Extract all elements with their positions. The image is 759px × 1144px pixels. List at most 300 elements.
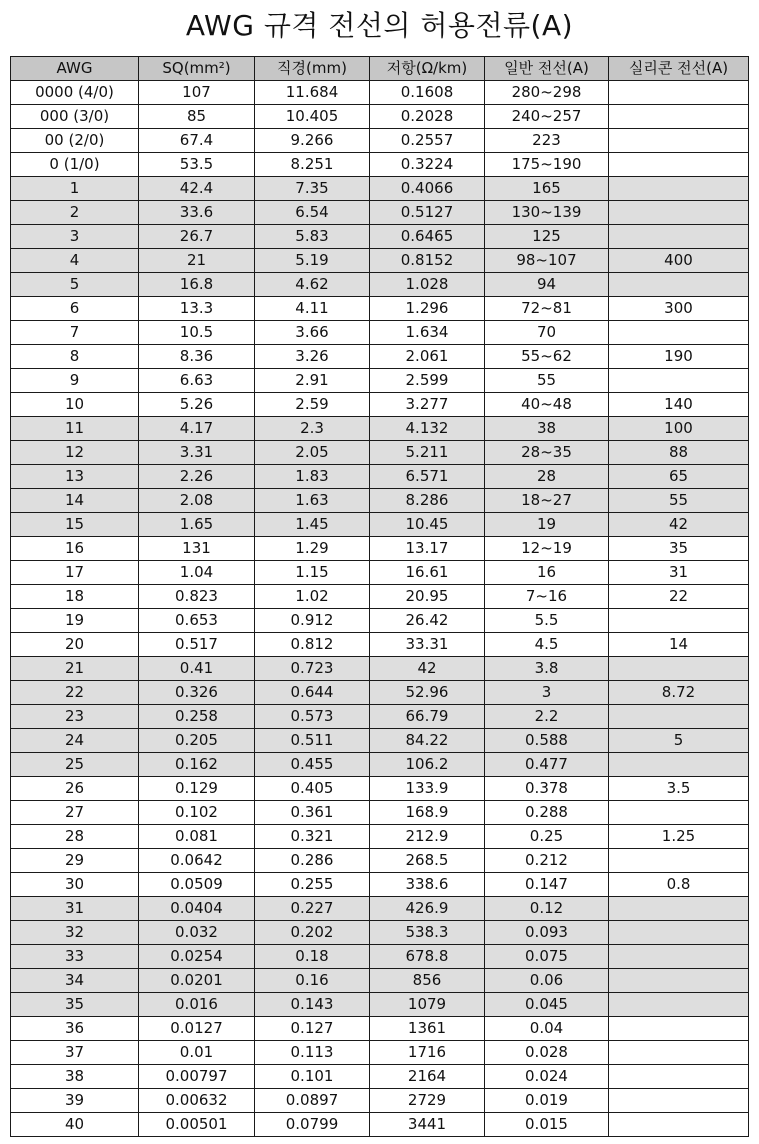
cell-sq: 0.258 [139,705,255,729]
cell-sq: 6.63 [139,369,255,393]
cell-silicone-current [609,897,749,921]
cell-sq: 2.26 [139,465,255,489]
table-row [11,177,749,201]
table-row [11,321,749,345]
cell-sq: 0.326 [139,681,255,705]
table-row [11,657,749,681]
cell-silicone-current: 5 [609,729,749,753]
cell-general-current: 5.5 [485,609,609,633]
cell-resistance: 1.028 [370,273,485,297]
cell-general-current: 38 [485,417,609,441]
cell-diameter: 0.723 [255,657,370,681]
table-row [11,273,749,297]
cell-resistance: 52.96 [370,681,485,705]
cell-sq: 0.823 [139,585,255,609]
table-row [11,441,749,465]
cell-silicone-current [609,105,749,129]
cell-awg: 18 [11,585,139,609]
cell-awg: 0 (1/0) [11,153,139,177]
cell-silicone-current: 31 [609,561,749,585]
cell-resistance: 0.4066 [370,177,485,201]
header-general-current: 일반 전선(A) [485,57,609,81]
cell-sq: 0.102 [139,801,255,825]
cell-silicone-current [609,753,749,777]
cell-silicone-current [609,1065,749,1089]
cell-general-current: 7~16 [485,585,609,609]
cell-silicone-current: 8.72 [609,681,749,705]
cell-general-current: 98~107 [485,249,609,273]
cell-sq: 2.08 [139,489,255,513]
cell-resistance: 538.3 [370,921,485,945]
cell-resistance: 33.31 [370,633,485,657]
cell-resistance: 168.9 [370,801,485,825]
header-silicone-current: 실리콘 전선(A) [609,57,749,81]
cell-sq: 0.00501 [139,1113,255,1137]
cell-resistance: 0.3224 [370,153,485,177]
cell-general-current: 40~48 [485,393,609,417]
cell-resistance: 2.061 [370,345,485,369]
cell-silicone-current: 300 [609,297,749,321]
cell-sq: 8.36 [139,345,255,369]
cell-silicone-current: 35 [609,537,749,561]
cell-general-current: 0.288 [485,801,609,825]
table-row [11,801,749,825]
table-row [11,201,749,225]
cell-diameter: 0.227 [255,897,370,921]
cell-silicone-current [609,609,749,633]
cell-silicone-current: 14 [609,633,749,657]
cell-awg: 20 [11,633,139,657]
cell-silicone-current [609,969,749,993]
cell-sq: 0.41 [139,657,255,681]
cell-resistance: 2.599 [370,369,485,393]
cell-silicone-current [609,321,749,345]
cell-resistance: 1079 [370,993,485,1017]
table-row [11,945,749,969]
table-row [11,729,749,753]
cell-awg: 17 [11,561,139,585]
table-row [11,1065,749,1089]
cell-silicone-current [609,225,749,249]
cell-silicone-current: 65 [609,465,749,489]
table-row [11,705,749,729]
cell-sq: 131 [139,537,255,561]
cell-diameter: 5.83 [255,225,370,249]
cell-resistance: 1361 [370,1017,485,1041]
cell-diameter: 0.0799 [255,1113,370,1137]
cell-sq: 0.162 [139,753,255,777]
cell-general-current: 0.04 [485,1017,609,1041]
cell-sq: 1.65 [139,513,255,537]
cell-general-current: 3.8 [485,657,609,681]
cell-general-current: 3 [485,681,609,705]
cell-silicone-current [609,129,749,153]
table-row [11,1017,749,1041]
cell-sq: 0.00632 [139,1089,255,1113]
cell-diameter: 4.62 [255,273,370,297]
table-row [11,153,749,177]
cell-sq: 0.0254 [139,945,255,969]
cell-resistance: 0.5127 [370,201,485,225]
cell-sq: 0.205 [139,729,255,753]
cell-general-current: 18~27 [485,489,609,513]
cell-general-current: 0.588 [485,729,609,753]
table-row [11,369,749,393]
cell-general-current: 223 [485,129,609,153]
cell-diameter: 0.0897 [255,1089,370,1113]
cell-diameter: 0.321 [255,825,370,849]
table-row [11,513,749,537]
cell-resistance: 0.1608 [370,81,485,105]
cell-silicone-current [609,849,749,873]
cell-awg: 7 [11,321,139,345]
cell-silicone-current [609,705,749,729]
cell-silicone-current: 88 [609,441,749,465]
cell-silicone-current: 400 [609,249,749,273]
cell-sq: 1.04 [139,561,255,585]
cell-awg: 28 [11,825,139,849]
cell-resistance: 26.42 [370,609,485,633]
cell-awg: 14 [11,489,139,513]
cell-resistance: 1.634 [370,321,485,345]
cell-silicone-current [609,81,749,105]
table-row [11,921,749,945]
cell-awg: 25 [11,753,139,777]
table-row [11,489,749,513]
cell-silicone-current: 1.25 [609,825,749,849]
cell-diameter: 0.405 [255,777,370,801]
cell-silicone-current [609,201,749,225]
table-row [11,969,749,993]
cell-awg: 34 [11,969,139,993]
cell-resistance: 20.95 [370,585,485,609]
table-row [11,81,749,105]
cell-diameter: 0.18 [255,945,370,969]
page-title: AWG 규격 전선의 허용전류(A) [185,9,574,42]
cell-diameter: 0.455 [255,753,370,777]
cell-awg: 0000 (4/0) [11,81,139,105]
cell-silicone-current [609,1017,749,1041]
cell-resistance: 84.22 [370,729,485,753]
cell-awg: 32 [11,921,139,945]
table-row [11,609,749,633]
cell-general-current: 94 [485,273,609,297]
cell-general-current: 19 [485,513,609,537]
cell-sq: 0.653 [139,609,255,633]
cell-diameter: 8.251 [255,153,370,177]
cell-resistance: 3.277 [370,393,485,417]
cell-sq: 85 [139,105,255,129]
table-row [11,417,749,441]
header-row [11,57,749,81]
cell-general-current: 4.5 [485,633,609,657]
cell-general-current: 28 [485,465,609,489]
cell-awg: 15 [11,513,139,537]
cell-general-current: 240~257 [485,105,609,129]
cell-sq: 0.129 [139,777,255,801]
cell-general-current: 0.477 [485,753,609,777]
cell-awg: 13 [11,465,139,489]
cell-general-current: 0.019 [485,1089,609,1113]
table-row [11,633,749,657]
table-row [11,345,749,369]
cell-resistance: 2164 [370,1065,485,1089]
cell-awg: 21 [11,657,139,681]
cell-silicone-current [609,993,749,1017]
cell-silicone-current [609,921,749,945]
cell-awg: 11 [11,417,139,441]
cell-sq: 0.0201 [139,969,255,993]
cell-sq: 0.517 [139,633,255,657]
cell-silicone-current [609,1041,749,1065]
cell-diameter: 6.54 [255,201,370,225]
cell-diameter: 2.3 [255,417,370,441]
table-row [11,849,749,873]
cell-awg: 38 [11,1065,139,1089]
cell-silicone-current [609,273,749,297]
cell-silicone-current: 22 [609,585,749,609]
cell-diameter: 1.29 [255,537,370,561]
table-row [11,753,749,777]
cell-resistance: 106.2 [370,753,485,777]
table-row [11,561,749,585]
cell-resistance: 8.286 [370,489,485,513]
cell-silicone-current [609,657,749,681]
cell-awg: 37 [11,1041,139,1065]
table-row [11,393,749,417]
cell-diameter: 3.66 [255,321,370,345]
cell-diameter: 11.684 [255,81,370,105]
cell-diameter: 7.35 [255,177,370,201]
table-row [11,1089,749,1113]
cell-diameter: 0.361 [255,801,370,825]
cell-resistance: 0.6465 [370,225,485,249]
cell-silicone-current [609,177,749,201]
cell-diameter: 4.11 [255,297,370,321]
cell-resistance: 42 [370,657,485,681]
table-row [11,225,749,249]
cell-sq: 0.0127 [139,1017,255,1041]
cell-silicone-current: 0.8 [609,873,749,897]
cell-sq: 53.5 [139,153,255,177]
cell-awg: 8 [11,345,139,369]
cell-general-current: 130~139 [485,201,609,225]
cell-awg: 29 [11,849,139,873]
cell-silicone-current: 190 [609,345,749,369]
cell-diameter: 0.644 [255,681,370,705]
table-body [11,81,749,1137]
cell-diameter: 1.83 [255,465,370,489]
cell-resistance: 66.79 [370,705,485,729]
cell-general-current: 0.045 [485,993,609,1017]
table-row [11,777,749,801]
cell-diameter: 0.101 [255,1065,370,1089]
cell-diameter: 0.202 [255,921,370,945]
header-awg: AWG [11,57,139,81]
cell-awg: 4 [11,249,139,273]
cell-resistance: 6.571 [370,465,485,489]
awg-table [10,56,749,1137]
cell-silicone-current [609,153,749,177]
cell-general-current: 280~298 [485,81,609,105]
cell-sq: 16.8 [139,273,255,297]
cell-silicone-current [609,1113,749,1137]
cell-sq: 107 [139,81,255,105]
cell-silicone-current: 55 [609,489,749,513]
cell-diameter: 1.02 [255,585,370,609]
cell-diameter: 0.812 [255,633,370,657]
cell-resistance: 1716 [370,1041,485,1065]
table-row [11,1041,749,1065]
table-row [11,1113,749,1137]
cell-awg: 12 [11,441,139,465]
cell-diameter: 1.15 [255,561,370,585]
cell-diameter: 1.63 [255,489,370,513]
table-row [11,297,749,321]
cell-general-current: 0.075 [485,945,609,969]
table-row [11,465,749,489]
cell-sq: 33.6 [139,201,255,225]
cell-diameter: 0.286 [255,849,370,873]
cell-silicone-current: 3.5 [609,777,749,801]
cell-diameter: 1.45 [255,513,370,537]
cell-sq: 0.0509 [139,873,255,897]
table-row [11,129,749,153]
cell-general-current: 0.015 [485,1113,609,1137]
cell-resistance: 10.45 [370,513,485,537]
cell-diameter: 0.255 [255,873,370,897]
cell-sq: 10.5 [139,321,255,345]
cell-resistance: 212.9 [370,825,485,849]
table-row [11,993,749,1017]
cell-diameter: 0.511 [255,729,370,753]
table-row [11,825,749,849]
cell-general-current: 72~81 [485,297,609,321]
cell-diameter: 0.113 [255,1041,370,1065]
cell-awg: 39 [11,1089,139,1113]
cell-awg: 6 [11,297,139,321]
cell-diameter: 2.05 [255,441,370,465]
cell-resistance: 856 [370,969,485,993]
cell-resistance: 678.8 [370,945,485,969]
cell-general-current: 2.2 [485,705,609,729]
cell-awg: 31 [11,897,139,921]
cell-diameter: 0.127 [255,1017,370,1041]
cell-sq: 4.17 [139,417,255,441]
cell-resistance: 3441 [370,1113,485,1137]
cell-diameter: 5.19 [255,249,370,273]
cell-diameter: 9.266 [255,129,370,153]
cell-silicone-current: 42 [609,513,749,537]
cell-general-current: 0.147 [485,873,609,897]
cell-diameter: 10.405 [255,105,370,129]
cell-diameter: 0.573 [255,705,370,729]
cell-general-current: 0.12 [485,897,609,921]
cell-general-current: 165 [485,177,609,201]
cell-awg: 33 [11,945,139,969]
cell-resistance: 0.2028 [370,105,485,129]
cell-resistance: 5.211 [370,441,485,465]
cell-diameter: 2.91 [255,369,370,393]
cell-general-current: 0.25 [485,825,609,849]
table-row [11,897,749,921]
cell-general-current: 55~62 [485,345,609,369]
cell-resistance: 1.296 [370,297,485,321]
cell-resistance: 13.17 [370,537,485,561]
cell-awg: 19 [11,609,139,633]
cell-sq: 0.016 [139,993,255,1017]
header-diameter: 직경(mm) [255,57,370,81]
cell-awg: 9 [11,369,139,393]
cell-general-current: 125 [485,225,609,249]
cell-resistance: 16.61 [370,561,485,585]
cell-general-current: 0.024 [485,1065,609,1089]
cell-awg: 30 [11,873,139,897]
table-row [11,249,749,273]
cell-resistance: 426.9 [370,897,485,921]
cell-diameter: 3.26 [255,345,370,369]
cell-silicone-current [609,801,749,825]
cell-awg: 2 [11,201,139,225]
cell-awg: 35 [11,993,139,1017]
cell-sq: 13.3 [139,297,255,321]
cell-diameter: 0.143 [255,993,370,1017]
cell-sq: 0.0642 [139,849,255,873]
cell-diameter: 2.59 [255,393,370,417]
cell-general-current: 12~19 [485,537,609,561]
cell-sq: 42.4 [139,177,255,201]
cell-general-current: 175~190 [485,153,609,177]
cell-awg: 3 [11,225,139,249]
cell-awg: 10 [11,393,139,417]
cell-awg: 40 [11,1113,139,1137]
cell-sq: 3.31 [139,441,255,465]
table-row [11,873,749,897]
cell-diameter: 0.16 [255,969,370,993]
cell-resistance: 268.5 [370,849,485,873]
cell-awg: 24 [11,729,139,753]
cell-sq: 0.0404 [139,897,255,921]
cell-silicone-current: 140 [609,393,749,417]
cell-sq: 21 [139,249,255,273]
cell-silicone-current [609,1089,749,1113]
cell-sq: 0.032 [139,921,255,945]
cell-general-current: 16 [485,561,609,585]
cell-awg: 5 [11,273,139,297]
cell-sq: 0.00797 [139,1065,255,1089]
cell-sq: 5.26 [139,393,255,417]
cell-general-current: 0.378 [485,777,609,801]
table-row [11,585,749,609]
cell-resistance: 133.9 [370,777,485,801]
cell-general-current: 55 [485,369,609,393]
cell-awg: 27 [11,801,139,825]
cell-silicone-current [609,369,749,393]
cell-awg: 16 [11,537,139,561]
header-sq: SQ(mm²) [139,57,255,81]
cell-general-current: 0.212 [485,849,609,873]
cell-resistance: 0.8152 [370,249,485,273]
cell-sq: 0.081 [139,825,255,849]
cell-awg: 36 [11,1017,139,1041]
cell-resistance: 0.2557 [370,129,485,153]
cell-resistance: 338.6 [370,873,485,897]
cell-awg: 22 [11,681,139,705]
header-resistance: 저항(Ω/km) [370,57,485,81]
cell-general-current: 0.06 [485,969,609,993]
cell-diameter: 0.912 [255,609,370,633]
cell-silicone-current: 100 [609,417,749,441]
